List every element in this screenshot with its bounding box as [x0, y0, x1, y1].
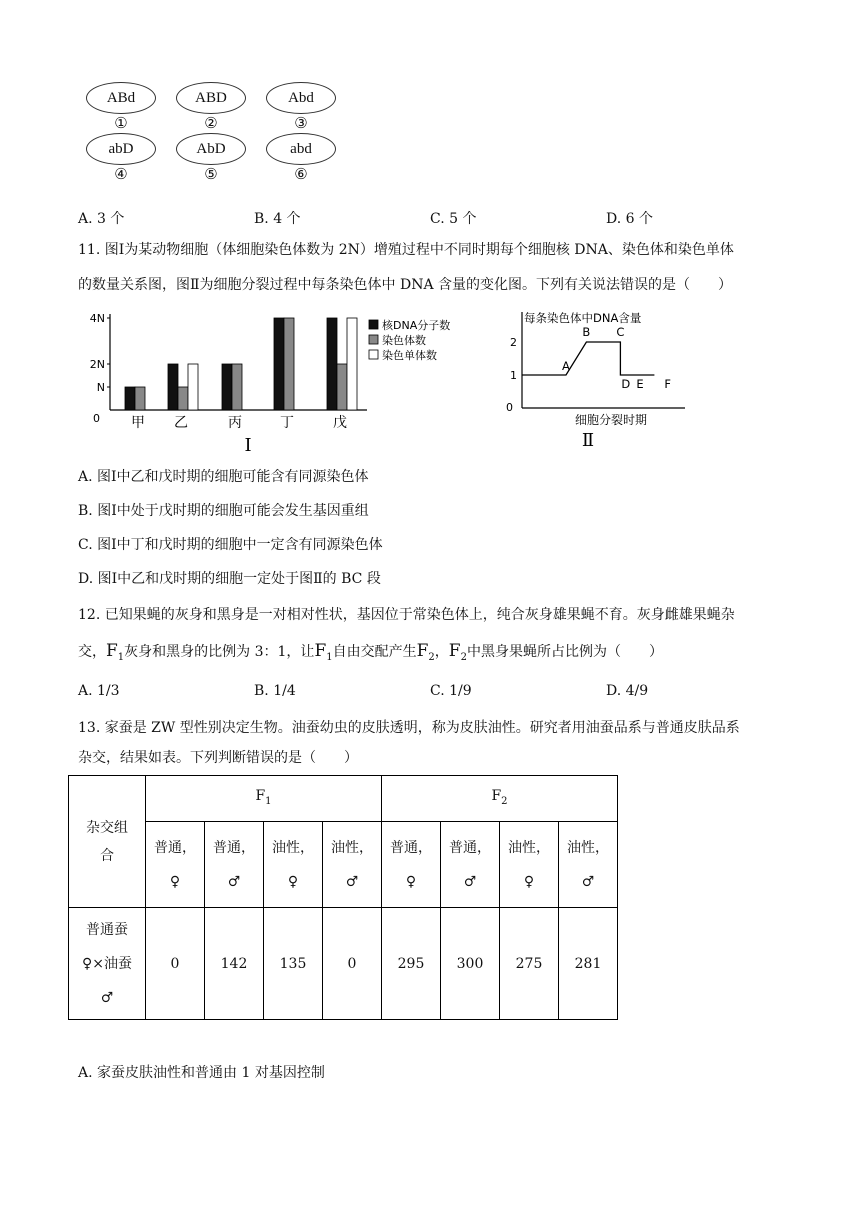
- bar-dna: [222, 364, 232, 410]
- point-label: F: [664, 377, 672, 391]
- bar-chromosome: [232, 364, 242, 410]
- point-label: C: [616, 325, 625, 339]
- table-header-row: [69, 822, 618, 908]
- corner-line: 合: [100, 847, 114, 864]
- row-label-line: ♀×油蚕: [82, 955, 132, 972]
- legend-swatch: [369, 320, 378, 329]
- q13-stem-line1: 13. 家蚕是 ZW 型性别决定生物。油蚕幼虫的皮肤透明，称为皮肤油性。研究者用油蚕品系与普通皮肤品系: [78, 720, 740, 736]
- f1-label: F: [255, 787, 266, 804]
- category-label: 丁: [280, 415, 294, 431]
- header-cell: [323, 822, 382, 908]
- q13-option-a: A. 家蚕皮肤油性和普通由 1 对基因控制: [78, 1065, 325, 1081]
- category-label: 甲: [131, 415, 145, 431]
- y-tick-label: 0: [93, 412, 100, 425]
- q11-option-c: C. 图Ⅰ中丁和戊时期的细胞中一定含有同源染色体: [78, 537, 383, 553]
- point-label: E: [636, 377, 644, 391]
- header-text: 普通，: [154, 839, 196, 856]
- header-text: 普通，: [449, 839, 491, 856]
- q12-option-c: C. 1/9: [430, 683, 472, 699]
- legend-label: 染色单体数: [382, 349, 437, 362]
- q12-stem-line2: [78, 641, 663, 668]
- q12-text: 灰身和黑身的比例为 3：1，让: [124, 644, 315, 660]
- q11-stem-line1: 11. 图Ⅰ为某动物细胞（体细胞染色体数为 2N）增殖过程中不同时期每个细胞核 DNA、染色体和染色单体: [78, 242, 734, 258]
- q12-text: 中黑身果蝇所占比例为（ ）: [466, 644, 663, 660]
- genotype-ellipse: ABD: [176, 82, 246, 114]
- sex-symbol: ♂: [227, 873, 241, 890]
- category-label: 乙: [174, 415, 188, 431]
- q12-text: 交，: [78, 644, 106, 660]
- legend-label: 染色体数: [382, 334, 426, 347]
- point-label: A: [562, 359, 570, 373]
- value-cell: 142: [205, 908, 264, 1020]
- q12-f-label: F: [314, 641, 327, 661]
- header-cell: [500, 822, 559, 908]
- row-label-line: ♂: [100, 989, 114, 1006]
- y-tick-label: N: [96, 381, 105, 394]
- bar-dna: [327, 318, 337, 410]
- category-label: 戊: [333, 415, 347, 431]
- q11-option-b: B. 图Ⅰ中处于戊时期的细胞可能会发生基因重组: [78, 503, 369, 519]
- q12-stem-line1: 12. 已知果蝇的灰身和黑身是一对相对性状，基因位于常染色体上，纯合灰身雄果蝇不育。灰身雌雄果蝇杂: [78, 607, 735, 623]
- y-axis-label: 每条染色体中DNA含量: [524, 311, 642, 325]
- bar-chromosome: [337, 364, 347, 410]
- genotype-ellipse: ABd: [86, 82, 156, 114]
- q11-option-d: D. 图Ⅰ中乙和戊时期的细胞一定处于图Ⅱ的 BC 段: [78, 571, 381, 587]
- bar-chromatid: [188, 364, 198, 410]
- q11-option-a: A. 图Ⅰ中乙和戊时期的细胞可能含有同源染色体: [78, 469, 369, 485]
- y-tick-label: 2N: [89, 358, 105, 371]
- sex-symbol: ♀: [287, 873, 299, 890]
- genotype-number: ⑤: [204, 165, 218, 183]
- sex-symbol: ♂: [463, 873, 477, 890]
- genotype-number: ④: [114, 165, 128, 183]
- y-tick-label: 4N: [89, 312, 105, 325]
- q12-option-d: D. 4/9: [606, 683, 649, 699]
- q12-f-label: F: [448, 641, 461, 661]
- sex-symbol: ♀: [169, 873, 181, 890]
- header-cell: [205, 822, 264, 908]
- q10-option-d: D. 6 个: [606, 211, 653, 227]
- q12-f-label: F: [416, 641, 429, 661]
- genotype-number: ①: [114, 114, 128, 132]
- point-label: D: [621, 377, 631, 391]
- f2-label: F: [491, 787, 502, 804]
- row-label-cell: [69, 908, 146, 1020]
- q11-stem-line2: 的数量关系图，图Ⅱ为细胞分裂过程中每条染色体中 DNA 含量的变化图。下列有关说法错误的是（ ）: [78, 277, 732, 293]
- bar-chart-figure-1: [72, 306, 472, 454]
- point-label: B: [582, 325, 591, 339]
- chart-title: Ⅱ: [581, 430, 595, 451]
- legend-swatch: [369, 350, 378, 359]
- header-text: 油性，: [272, 839, 314, 856]
- table-row: [69, 908, 618, 1020]
- value-cell: 275: [500, 908, 559, 1020]
- header-text: 油性，: [567, 839, 609, 856]
- q12-text: ，: [434, 644, 449, 660]
- bar-chromosome: [178, 387, 188, 410]
- genotype-ellipse: Abd: [266, 82, 336, 114]
- line-chart-figure-2: [500, 306, 710, 454]
- sex-symbol: ♂: [345, 873, 359, 890]
- genotype-number: ③: [294, 114, 308, 132]
- value-cell: 295: [382, 908, 441, 1020]
- legend-label: 核DNA分子数: [382, 319, 451, 332]
- header-cell: [146, 822, 205, 908]
- q12-f-sub: 1: [117, 651, 125, 663]
- q12-option-b: B. 1/4: [254, 683, 296, 699]
- bar-chromosome: [284, 318, 294, 410]
- q12-option-a: A. 1/3: [78, 683, 120, 699]
- q13-stem-line2: 杂交，结果如表。下列判断错误的是（ ）: [78, 750, 358, 766]
- sex-symbol: ♀: [523, 873, 535, 890]
- bar-chromatid: [347, 318, 357, 410]
- value-cell: 0: [323, 908, 382, 1020]
- header-cell: [382, 822, 441, 908]
- q12-f-sub: 2: [460, 651, 467, 663]
- q10-option-a: A. 3 个: [78, 211, 125, 227]
- header-text: 普通，: [390, 839, 432, 856]
- q10-option-c: C. 5 个: [430, 211, 477, 227]
- category-label: 丙: [228, 415, 242, 431]
- chart-title: Ⅰ: [244, 435, 252, 454]
- value-cell: 135: [264, 908, 323, 1020]
- f2-sub: 2: [501, 795, 508, 807]
- header-cell: [559, 822, 618, 908]
- header-text: 普通，: [213, 839, 255, 856]
- y-tick-label: 0: [506, 401, 513, 414]
- bar-chromosome: [135, 387, 145, 410]
- genotype-ellipse: AbD: [176, 133, 246, 165]
- f1-header: [146, 776, 382, 822]
- bar-dna: [125, 387, 135, 410]
- genotype-number: ⑥: [294, 165, 308, 183]
- q12-f-sub: 1: [326, 651, 333, 663]
- y-tick-label: 2: [510, 336, 517, 349]
- header-text: 油性，: [331, 839, 373, 856]
- legend-swatch: [369, 335, 378, 344]
- q10-option-b: B. 4 个: [254, 211, 301, 227]
- value-cell: 281: [559, 908, 618, 1020]
- dna-content-line: [522, 342, 654, 375]
- corner-line: 杂交组: [86, 819, 128, 836]
- bar-dna: [274, 318, 284, 410]
- q12-f-label: F: [106, 641, 118, 661]
- cross-results-table: [68, 775, 618, 1020]
- x-axis-label: 细胞分裂时期: [575, 413, 648, 427]
- f1-sub: 1: [265, 795, 272, 807]
- header-text: 油性，: [508, 839, 550, 856]
- y-tick-label: 1: [510, 369, 517, 382]
- header-cell: [264, 822, 323, 908]
- sex-symbol: ♀: [405, 873, 417, 890]
- genotype-ellipse: abD: [86, 133, 156, 165]
- f2-header: [382, 776, 618, 822]
- table-corner-header: [69, 776, 146, 908]
- genotype-ellipse: abd: [266, 133, 336, 165]
- header-cell: [441, 822, 500, 908]
- row-label-line: 普通蚕: [86, 921, 128, 938]
- q12-f-sub: 2: [428, 651, 435, 663]
- q12-text: 自由交配产生: [332, 644, 417, 660]
- sex-symbol: ♂: [581, 873, 595, 890]
- value-cell: 300: [441, 908, 500, 1020]
- bar-dna: [168, 364, 178, 410]
- genotype-number: ②: [204, 114, 218, 132]
- value-cell: 0: [146, 908, 205, 1020]
